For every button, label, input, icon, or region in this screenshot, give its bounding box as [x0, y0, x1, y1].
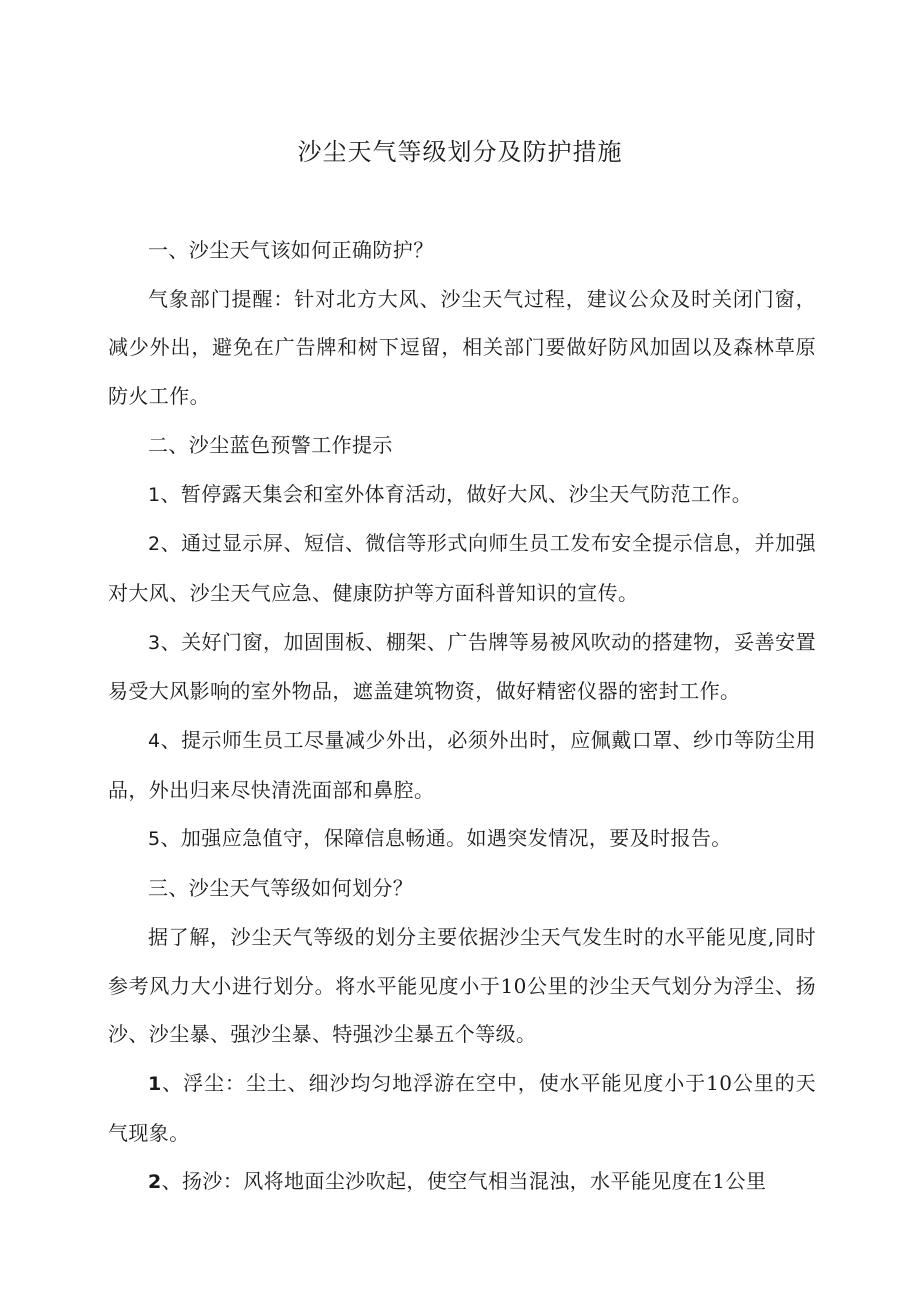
- paragraph-text: 一、沙尘天气该如何正确防护？: [148, 238, 434, 262]
- section-heading-3: [108, 864, 816, 913]
- list-item: [108, 1157, 816, 1207]
- list-number: 1: [148, 1072, 162, 1095]
- page-title: 沙尘天气等级划分及防护措施: [297, 138, 623, 166]
- list-item-text: 、浮尘：尘土、细沙均匀地浮游在空中，使水平能见度小于10公里的天气现象。: [108, 1070, 816, 1145]
- list-item: [108, 519, 816, 617]
- list-item-text: 、暂停露天集会和室外体育活动，做好大风、沙尘天气防范工作。: [160, 481, 753, 506]
- list-item: [108, 716, 816, 814]
- list-item: [108, 618, 816, 716]
- list-item: [108, 1059, 816, 1157]
- list-number: 1: [148, 483, 161, 506]
- section-heading-1: [108, 226, 816, 275]
- list-number: 5: [148, 828, 161, 851]
- list-number: 2: [148, 533, 161, 556]
- paragraph: [108, 275, 816, 421]
- section-heading-2: [108, 421, 816, 470]
- paragraph-text: 气象部门提醒：针对北方大风、沙尘天气过程，建议公众及时关闭门窗，减少外出，避免在广告牌和树下逗留，相关部门要做好防风加固以及森林草原防火工作。: [108, 286, 816, 409]
- list-item: [108, 814, 816, 864]
- list-number: 2: [148, 1171, 162, 1194]
- list-item: [108, 470, 816, 520]
- list-item-text: 、关好门窗，加固围板、棚架、广告牌等易被风吹动的搭建物，妥善安置易受大风影响的室外物品，遮盖建筑物资，做好精密仪器的密封工作。: [108, 629, 816, 704]
- document-body: [108, 226, 816, 1207]
- list-item-text: 、通过显示屏、短信、微信等形式向师生员工发布安全提示信息，并加强对大风、沙尘天气应急、健康防护等方面科普知识的宣传。: [108, 531, 816, 605]
- list-item-text: 、加强应急值守，保障信息畅通。如遇突发情况，要及时报告。: [160, 826, 732, 851]
- list-item-text: 、扬沙：风将地面尘沙吹起，使空气相当混浊，水平能见度在1公里: [161, 1169, 767, 1194]
- paragraph: [108, 913, 816, 1059]
- list-item-text: 、提示师生员工尽量减少外出，必须外出时，应佩戴口罩、纱巾等防尘用品，外出归来尽快清洗面部和鼻腔。: [108, 728, 816, 802]
- paragraph-text: 二、沙尘蓝色预警工作提示: [148, 432, 393, 457]
- paragraph-text: 据了解，沙尘天气等级的划分主要依据沙尘天气发生时的水平能见度,同时参考风力大小进行划分。将水平能见度小于10公里的沙尘天气划分为浮尘、扬沙、沙尘暴、强沙尘暴、特强沙尘暴五个等级。: [108, 924, 816, 1047]
- list-number: 3: [148, 631, 161, 654]
- paragraph-text: 三、沙尘天气等级如何划分？: [148, 876, 414, 901]
- list-number: 4: [148, 730, 161, 753]
